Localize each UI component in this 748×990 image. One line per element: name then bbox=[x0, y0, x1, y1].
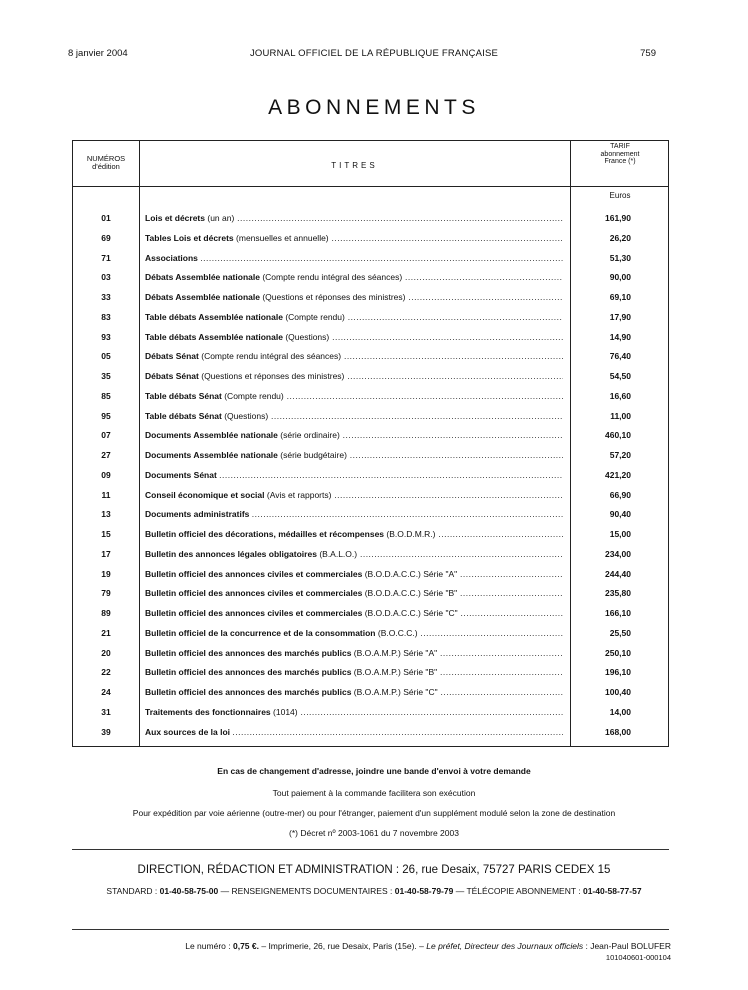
row-title-detail: (B.O.A.M.P.) Série "A" bbox=[353, 647, 438, 658]
row-title bbox=[145, 332, 563, 342]
table-row bbox=[73, 628, 670, 642]
table-row bbox=[73, 213, 670, 227]
column-header-tarif-line2: abonnement bbox=[600, 150, 640, 158]
row-title bbox=[145, 490, 563, 500]
table-row bbox=[73, 648, 670, 662]
row-price: 235,80 bbox=[605, 588, 631, 599]
row-title bbox=[145, 391, 563, 401]
row-title bbox=[145, 608, 563, 618]
column-header-numeros-line2: d'édition bbox=[92, 162, 120, 171]
row-price: 460,10 bbox=[605, 430, 631, 441]
divider bbox=[72, 849, 669, 850]
row-price: 421,20 bbox=[605, 469, 631, 480]
row-title bbox=[145, 312, 563, 322]
table-row bbox=[73, 608, 670, 622]
row-title-bold: Bulletin des annonces légales obligatoires bbox=[145, 548, 317, 559]
decree-note: (*) Décret nº 2003-1061 du 7 novembre 2003 bbox=[289, 828, 459, 838]
table-row bbox=[73, 490, 670, 504]
row-number: 22 bbox=[101, 667, 111, 678]
row-price: 100,40 bbox=[605, 687, 631, 697]
row-price: 250,10 bbox=[605, 647, 631, 658]
row-number: 19 bbox=[101, 568, 111, 579]
row-number: 39 bbox=[101, 726, 111, 737]
row-price: 244,40 bbox=[605, 568, 631, 579]
row-number: 69 bbox=[101, 232, 111, 243]
row-price: 90,40 bbox=[609, 509, 631, 520]
telecopie-number: 01-40-58-77-57 bbox=[582, 886, 642, 896]
row-title-detail: (B.O.D.M.R.) bbox=[386, 529, 436, 539]
table-row bbox=[73, 312, 670, 326]
row-title-bold: Table débats Sénat bbox=[145, 410, 222, 421]
row-price: 14,00 bbox=[609, 706, 631, 717]
table-row bbox=[73, 667, 670, 681]
footer-italic: Le préfet, Directeur des Journaux officiels bbox=[426, 941, 584, 951]
table-row bbox=[73, 253, 670, 267]
row-title-bold: Table débats Assemblée nationale bbox=[145, 331, 283, 342]
row-title-bold: Bulletin officiel des annonces civiles et commerciales bbox=[145, 608, 363, 618]
table-row bbox=[73, 332, 670, 346]
table-row bbox=[73, 272, 670, 286]
row-title-detail: (1014) bbox=[273, 706, 298, 717]
row-title-detail: (Questions et réponses des ministres) bbox=[201, 371, 345, 381]
row-title-detail: (B.O.D.A.C.C.) Série "A" bbox=[364, 568, 458, 579]
direction-address: DIRECTION, RÉDACTION ET ADMINISTRATION : 26, rue Desaix, 75727 PARIS CEDEX 15 bbox=[137, 864, 611, 876]
row-title bbox=[145, 292, 563, 302]
telecopie-label: — TÉLÉCOPIE ABONNEMENT : bbox=[455, 886, 581, 896]
row-title-detail: (Questions) bbox=[285, 331, 330, 342]
table-row bbox=[73, 351, 670, 365]
header-divider bbox=[73, 186, 668, 187]
row-title-detail: (série ordinaire) bbox=[280, 430, 340, 441]
row-number: 15 bbox=[101, 529, 111, 539]
shipping-note: Pour expédition par voie aérienne (outre-mer) ou pour l'étranger, paiement d'un supplément modulé selon la zone de destination bbox=[132, 808, 616, 818]
row-price: 57,20 bbox=[609, 450, 631, 460]
row-title bbox=[145, 529, 563, 539]
table-row bbox=[73, 509, 670, 523]
row-title-detail: (B.O.D.A.C.C.) Série "B" bbox=[364, 588, 458, 599]
footer-printer: – Imprimerie, 26, rue Desaix, Paris (15e). – bbox=[261, 941, 424, 951]
row-number: 24 bbox=[101, 687, 111, 697]
row-title-bold: Conseil économique et social bbox=[145, 489, 265, 500]
row-title-bold: Débats Assemblée nationale bbox=[145, 292, 260, 302]
row-title-detail: (série budgétaire) bbox=[280, 450, 347, 460]
row-title-detail: (B.O.C.C.) bbox=[377, 627, 418, 638]
row-number: 31 bbox=[101, 706, 111, 717]
table-row bbox=[73, 233, 670, 247]
row-number: 09 bbox=[101, 469, 111, 480]
table-row bbox=[73, 529, 670, 543]
row-title-bold: Documents Sénat bbox=[145, 469, 217, 480]
row-title bbox=[145, 233, 563, 243]
footer-price: 0,75 €. bbox=[232, 941, 259, 951]
row-title-detail: (Questions) bbox=[224, 410, 269, 421]
row-number: 17 bbox=[101, 548, 111, 559]
column-header-numeros bbox=[73, 155, 139, 171]
row-title-bold: Bulletin officiel des annonces des marchés publics bbox=[145, 687, 352, 697]
row-title bbox=[145, 450, 563, 460]
table-row bbox=[73, 569, 670, 583]
row-title-bold: Tables Lois et décrets bbox=[145, 232, 234, 243]
row-title-detail: (Compte rendu) bbox=[224, 390, 284, 401]
row-title-bold: Bulletin officiel des décorations, médailles et récompenses bbox=[145, 529, 385, 539]
standard-number: 01-40-58-75-00 bbox=[159, 886, 219, 896]
row-title bbox=[145, 213, 563, 223]
column-header-tarif-line3: France (*) bbox=[604, 158, 636, 165]
row-title bbox=[145, 588, 563, 598]
footer-prefix: Le numéro : bbox=[185, 941, 231, 951]
row-title-detail: (Avis et rapports) bbox=[266, 489, 332, 500]
row-price: 76,40 bbox=[609, 351, 631, 362]
currency-label: Euros bbox=[609, 191, 631, 200]
table-row bbox=[73, 411, 670, 425]
row-title-bold: Bulletin officiel des annonces des marchés publics bbox=[145, 667, 352, 678]
row-title-bold: Lois et décrets bbox=[145, 213, 205, 223]
header-date: 8 janvier 2004 bbox=[68, 48, 128, 59]
row-price: 168,00 bbox=[605, 726, 631, 737]
page-title: ABONNEMENTS bbox=[268, 96, 480, 119]
row-title-bold: Bulletin officiel des annonces civiles et commerciales bbox=[145, 588, 363, 599]
row-title-bold: Débats Assemblée nationale bbox=[145, 272, 260, 283]
row-title bbox=[145, 272, 563, 282]
table-row bbox=[73, 292, 670, 306]
row-title bbox=[145, 509, 563, 519]
row-title-detail: (un an) bbox=[207, 213, 235, 223]
row-number: 79 bbox=[101, 588, 111, 599]
row-title bbox=[145, 707, 563, 717]
divider bbox=[72, 929, 669, 930]
standard-label: STANDARD : bbox=[106, 886, 158, 896]
table-row bbox=[73, 588, 670, 602]
column-header-tarif bbox=[570, 143, 670, 166]
renseignements-number: 01-40-58-79-79 bbox=[394, 886, 454, 896]
row-price: 196,10 bbox=[605, 667, 631, 678]
row-title bbox=[145, 648, 563, 658]
table-row bbox=[73, 549, 670, 563]
footer-code: 101040601-000104 bbox=[605, 953, 671, 962]
row-price: 17,90 bbox=[609, 311, 631, 322]
row-number: 71 bbox=[101, 252, 111, 263]
footer-director: : Jean-Paul BOLUFER bbox=[585, 941, 671, 951]
row-title-detail: (mensuelles et annuelle) bbox=[236, 232, 329, 243]
row-price: 166,10 bbox=[605, 608, 631, 618]
row-number: 11 bbox=[101, 489, 111, 500]
row-title-bold: Table débats Assemblée nationale bbox=[145, 311, 283, 322]
row-title bbox=[145, 430, 563, 440]
column-header-numeros-line1: NUMÉROS bbox=[86, 154, 126, 163]
row-price: 161,90 bbox=[605, 213, 631, 223]
row-title-bold: Débats Sénat bbox=[145, 371, 199, 381]
row-title bbox=[145, 687, 563, 697]
row-price: 69,10 bbox=[609, 292, 631, 302]
row-price: 54,50 bbox=[609, 371, 631, 381]
row-title-bold: Débats Sénat bbox=[145, 351, 199, 362]
contact-line bbox=[0, 886, 748, 896]
row-title-detail: (Compte rendu intégral des séances) bbox=[201, 351, 342, 362]
row-title-detail: (Compte rendu intégral des séances) bbox=[262, 272, 403, 283]
footer-imprint bbox=[72, 941, 671, 951]
table-row bbox=[73, 707, 670, 721]
row-title-bold: Documents Assemblée nationale bbox=[145, 450, 278, 460]
column-header-tarif-line1: TARIF bbox=[610, 143, 630, 150]
row-price: 16,60 bbox=[609, 390, 631, 401]
column-header-titres: TITRES bbox=[331, 161, 378, 170]
row-title-bold: Traitements des fonctionnaires bbox=[145, 706, 271, 717]
row-number: 83 bbox=[101, 311, 111, 322]
row-number: 27 bbox=[101, 450, 111, 460]
table-row bbox=[73, 687, 670, 701]
table-row bbox=[73, 470, 670, 484]
row-title bbox=[145, 253, 563, 263]
row-number: 01 bbox=[101, 213, 111, 223]
row-number: 07 bbox=[101, 430, 111, 441]
row-number: 20 bbox=[101, 647, 111, 658]
row-number: 93 bbox=[101, 331, 111, 342]
row-number: 89 bbox=[101, 608, 111, 618]
row-title bbox=[145, 351, 563, 361]
address-change-note: En cas de changement d'adresse, joindre une bande d'envoi à votre demande bbox=[217, 766, 531, 776]
row-price: 234,00 bbox=[605, 548, 631, 559]
row-price: 66,90 bbox=[609, 489, 631, 500]
row-title-bold: Aux sources de la loi bbox=[145, 726, 231, 737]
row-price: 26,20 bbox=[609, 232, 631, 243]
row-price: 90,00 bbox=[609, 272, 631, 283]
row-title-detail: (Questions et réponses des ministres) bbox=[262, 292, 406, 302]
table-row bbox=[73, 430, 670, 444]
row-title-detail: (Compte rendu) bbox=[285, 311, 345, 322]
row-title-detail: (B.O.D.A.C.C.) Série "C" bbox=[364, 608, 458, 618]
row-number: 05 bbox=[101, 351, 111, 362]
row-title bbox=[145, 470, 563, 480]
row-title-bold: Documents administratifs bbox=[145, 509, 250, 520]
header-page-number: 759 bbox=[640, 48, 656, 59]
row-title-bold: Documents Assemblée nationale bbox=[145, 430, 278, 441]
row-title bbox=[145, 549, 563, 559]
payment-note: Tout paiement à la commande facilitera son exécution bbox=[272, 788, 476, 798]
row-title bbox=[145, 371, 563, 381]
row-title-detail: (B.O.A.M.P.) Série "C" bbox=[353, 687, 438, 697]
row-price: 15,00 bbox=[609, 529, 631, 539]
row-title-detail: (B.O.A.M.P.) Série "B" bbox=[353, 667, 438, 678]
row-title-bold: Associations bbox=[145, 252, 198, 263]
row-title-bold: Bulletin officiel des annonces civiles et commerciales bbox=[145, 568, 363, 579]
subscription-table bbox=[72, 140, 669, 747]
row-number: 35 bbox=[101, 371, 111, 381]
table-row bbox=[73, 371, 670, 385]
row-title-bold: Bulletin officiel des annonces des marchés publics bbox=[145, 647, 352, 658]
row-price: 25,50 bbox=[609, 627, 631, 638]
row-title-detail: (B.A.L.O.) bbox=[319, 548, 358, 559]
row-title bbox=[145, 569, 563, 579]
row-number: 03 bbox=[101, 272, 111, 283]
row-number: 21 bbox=[101, 627, 111, 638]
row-title bbox=[145, 727, 563, 737]
row-title bbox=[145, 628, 563, 638]
table-row bbox=[73, 450, 670, 464]
table-row bbox=[73, 727, 670, 741]
renseignements-label: — RENSEIGNEMENTS DOCUMENTAIRES : bbox=[220, 886, 393, 896]
row-title-bold: Table débats Sénat bbox=[145, 390, 222, 401]
table-row bbox=[73, 391, 670, 405]
row-price: 51,30 bbox=[609, 252, 631, 263]
header-journal-title: JOURNAL OFFICIEL DE LA RÉPUBLIQUE FRANÇAISE bbox=[249, 48, 499, 59]
row-number: 13 bbox=[101, 509, 111, 520]
row-number: 85 bbox=[101, 390, 111, 401]
row-title bbox=[145, 667, 563, 677]
row-title-bold: Bulletin officiel de la concurrence et de la consommation bbox=[145, 627, 376, 638]
row-number: 95 bbox=[101, 410, 111, 421]
row-number: 33 bbox=[101, 292, 111, 302]
row-price: 14,90 bbox=[609, 331, 631, 342]
row-price: 11,00 bbox=[610, 410, 631, 421]
row-title bbox=[145, 411, 563, 421]
